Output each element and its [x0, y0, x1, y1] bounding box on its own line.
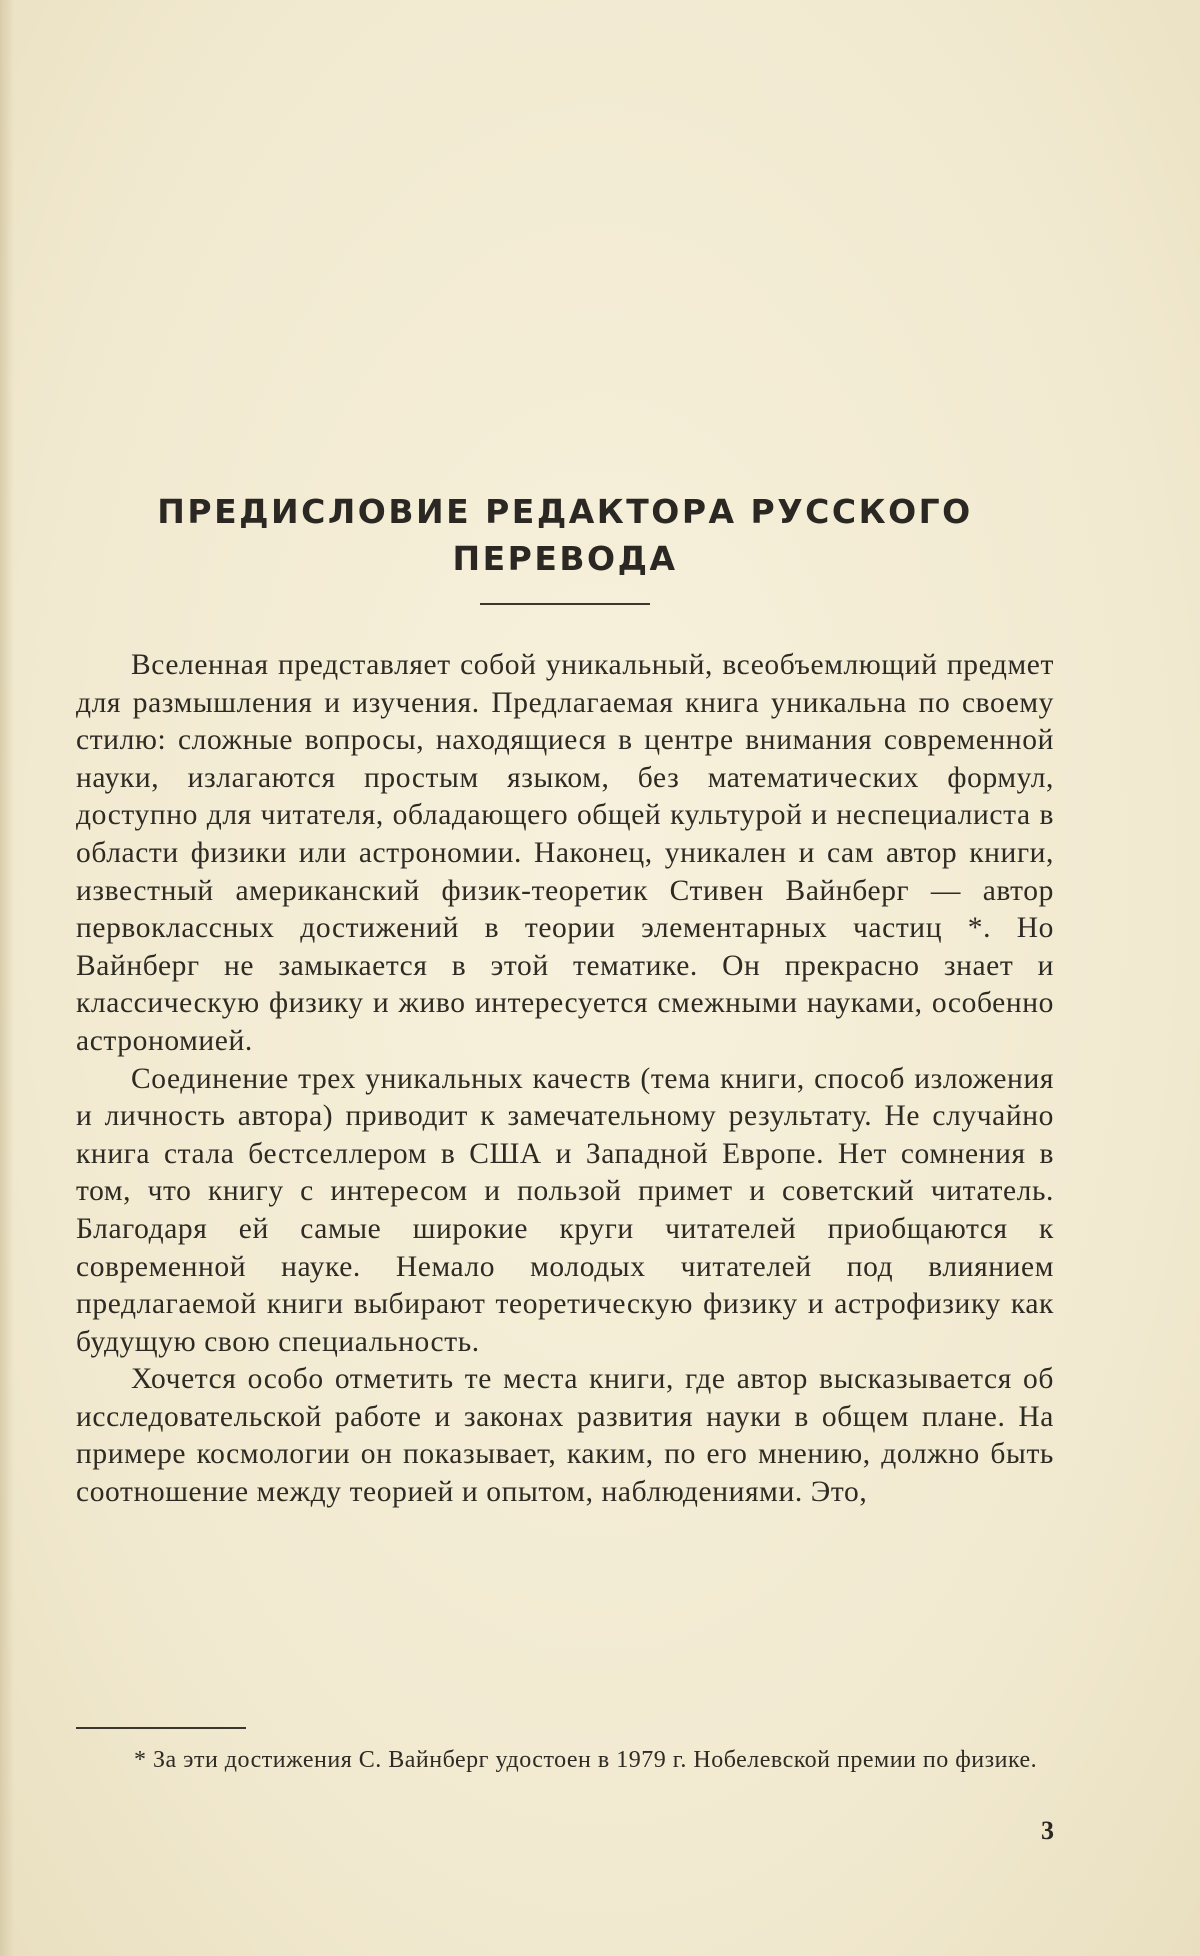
footnote: * За эти достижения С. Вайнберг удостоен в 1979 г. Нобелевской премии по физике.	[134, 1747, 1038, 1773]
paragraph-1: Вселенная представляет собой уникальный, всеобъемлющий предмет для размышления и изучения. Предлагаемая книга уникальна по своему стилю: сложные вопросы, находящиеся в центре внимания современной науки, излагаются простым языком, без математических формул, доступно для читателя, обладающего общей культурой и неспециалиста в области физики или астрономии. Наконец, уникален и сам автор книги, известный американский физик-теоретик Стивен Вайнберг — автор первоклассных достижений в теории элементарных частиц *. Но Вайнберг не замыкается в этой тематике. Он прекрасно знает и классическую физику и живо интересуется смежными науками, особенно астрономией.	[76, 649, 1054, 1057]
paragraph-2: Соединение трех уникальных качеств (тема книги, способ изложения и личность автора) приводит к замечательному результату. Не случайно книга стала бестселлером в США и Западной Европе. Нет сомнения в том, что книгу с интересом и пользой примет и советский читатель. Благодаря ей самые широкие круги читателей приобщаются к современной науке. Немало молодых читателей под влиянием предлагаемой книги выбирают теоретическую физику и астрофизику как будущую свою специальность.	[76, 1062, 1054, 1358]
body-text	[76, 647, 1054, 1512]
title-divider	[480, 603, 650, 605]
chapter-title: ПРЕДИСЛОВИЕ РЕДАКТОРА РУССКОГО ПЕРЕВОДА	[157, 492, 973, 578]
footnote-divider	[76, 1727, 246, 1729]
page-edge-shadow	[0, 0, 14, 1956]
page-number: 3	[1041, 1816, 1054, 1845]
page-content	[76, 488, 1054, 1512]
paragraph-3: Хочется особо отметить те места книги, где автор высказывается об исследовательской работе и законах развития науки в общем плане. На примере космологии он показывает, каким, по его мнению, должно быть соотношение между теорией и опытом, наблюдениями. Это,	[76, 1363, 1054, 1509]
